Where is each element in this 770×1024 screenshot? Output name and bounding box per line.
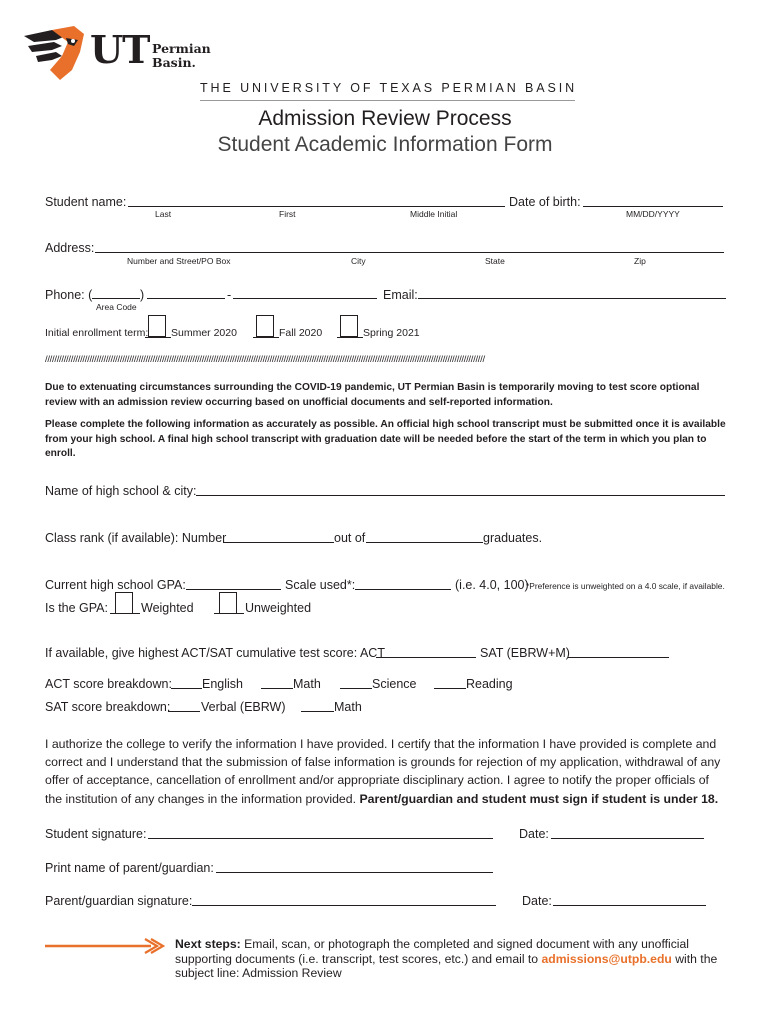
authorization-body: I authorize the college to verify the information I have provided. I certify that the information I have provided is complete and correct and I understand that the submission of false information is grounds for rejection of my application, withdrawal of any offer of acceptance, cancellation of enrollment and/or appropriate disciplinary action. I agree to notify the proper officials of the institution of any changes in the information provided. <box>45 737 721 806</box>
authorization-text <box>45 735 727 808</box>
fall-label: Fall 2020 <box>279 327 323 339</box>
gpa-input[interactable] <box>186 589 281 590</box>
sat-math-input[interactable] <box>301 711 334 712</box>
street-caption: Number and Street/PO Box <box>127 256 231 266</box>
parent-signature-input[interactable] <box>192 905 496 906</box>
scale-input[interactable] <box>355 589 451 590</box>
act-reading-input[interactable] <box>434 688 466 689</box>
state-caption: State <box>485 256 505 266</box>
spring-checkbox[interactable] <box>340 315 358 337</box>
phone-number-input[interactable] <box>233 298 377 299</box>
student-name-input[interactable] <box>128 206 505 207</box>
high-school-input[interactable] <box>196 495 725 496</box>
fall-checkbox[interactable] <box>256 315 274 337</box>
act-science-label: Science <box>372 677 417 691</box>
transcript-notice: Please complete the following information as accurately as possible. An official high school transcript must be submitted once it is available from your high school. A final high school transcript with graduation date will be needed before the start of the term in which you plan to enroll. <box>45 419 726 459</box>
phone-paren: ) <box>140 288 145 302</box>
sat-score-input[interactable] <box>568 657 669 658</box>
is-gpa-label: Is the GPA: <box>45 601 108 615</box>
weighted-checkbox[interactable] <box>115 592 133 614</box>
act-science-input[interactable] <box>340 688 372 689</box>
scale-note: *Preference is unweighted on a 4.0 scale, if available. <box>526 581 725 591</box>
logo-basin: Basin. <box>152 55 196 70</box>
sat-math-label: Math <box>334 700 362 714</box>
gpa-label: Current high school GPA: <box>45 578 186 592</box>
next-steps <box>175 937 730 981</box>
student-signature-label: Student signature: <box>45 827 147 841</box>
summer-underline <box>145 337 171 338</box>
rank-graduates: graduates. <box>483 531 543 545</box>
parent-signature-label: Parent/guardian signature: <box>45 894 193 908</box>
scale-example: (i.e. 4.0, 100) <box>455 578 529 592</box>
falcon-icon <box>22 22 90 84</box>
first-caption: First <box>279 209 296 219</box>
utpb-logo <box>22 22 212 84</box>
summer-label: Summer 2020 <box>171 327 237 339</box>
authorization-bold: Parent/guardian and student must sign if student is under 18. <box>359 791 719 806</box>
sat-breakdown-label: SAT score breakdown: <box>45 700 171 714</box>
arrow-right-icon <box>45 938 165 954</box>
next-steps-text2: with the subject line: Admission Review <box>175 951 718 981</box>
dob-caption: MM/DD/YYYY <box>626 209 680 219</box>
university-name: THE UNIVERSITY OF TEXAS PERMIAN BASIN <box>200 81 578 95</box>
phone-prefix-input[interactable] <box>147 298 225 299</box>
sat-verbal-input[interactable] <box>168 711 200 712</box>
email-input[interactable] <box>418 298 726 299</box>
zip-caption: Zip <box>634 256 646 266</box>
student-signature-input[interactable] <box>148 838 493 839</box>
header-rule <box>200 100 575 101</box>
form-title: Admission Review Process <box>258 107 512 130</box>
last-caption: Last <box>155 209 172 219</box>
act-math-label: Math <box>293 677 321 691</box>
address-input[interactable] <box>95 252 724 253</box>
sat-verbal-label: Verbal (EBRW) <box>201 700 286 714</box>
act-english-label: English <box>202 677 243 691</box>
print-name-input[interactable] <box>216 872 493 873</box>
rank-total-input[interactable] <box>366 542 483 543</box>
term-label: Initial enrollment term: <box>45 327 149 339</box>
high-school-label: Name of high school & city: <box>45 484 197 498</box>
admissions-email-link[interactable]: admissions@utpb.edu <box>541 951 672 966</box>
student-date-input[interactable] <box>551 838 704 839</box>
highest-score-label: If available, give highest ACT/SAT cumulative test score: ACT <box>45 646 385 660</box>
middle-caption: Middle Initial <box>410 209 458 219</box>
phone-dash: - <box>227 288 232 302</box>
student-name-label: Student name: <box>45 195 127 209</box>
summer-checkbox[interactable] <box>148 315 166 337</box>
unweighted-label: Unweighted <box>245 601 312 615</box>
weighted-underline <box>110 613 140 614</box>
email-label: Email: <box>383 288 418 302</box>
fall-underline <box>253 337 279 338</box>
sat-score-label: SAT (EBRW+M) <box>480 646 570 660</box>
phone-label: Phone: ( <box>45 288 93 302</box>
dob-input[interactable] <box>583 206 723 207</box>
form-subtitle: Student Academic Information Form <box>217 133 553 156</box>
act-reading-label: Reading <box>466 677 513 691</box>
rank-out-of: out of <box>334 531 366 545</box>
dob-label: Date of birth: <box>509 195 581 209</box>
unweighted-checkbox[interactable] <box>219 592 237 614</box>
area-code-caption: Area Code <box>96 302 137 312</box>
act-breakdown-label: ACT score breakdown: <box>45 677 172 691</box>
covid-notice: Due to extenuating circumstances surrounding the COVID-19 pandemic, UT Permian Basin is temporarily moving to test score optional review with an admission review occurring based on unofficial documents and self-reported information. <box>45 382 700 408</box>
act-math-input[interactable] <box>261 688 293 689</box>
logo-ut: UT <box>90 27 150 72</box>
address-label: Address: <box>45 241 95 255</box>
weighted-label: Weighted <box>141 601 194 615</box>
area-code-input[interactable] <box>92 298 140 299</box>
slash-separator: //////////////////////////////////////////////////////////////////////////////////////////////////////////////////////////////////////////////////////////////////////////////////////////// <box>45 354 485 365</box>
logo-permian: Permian <box>152 41 211 56</box>
parent-date-input[interactable] <box>553 905 706 906</box>
city-caption: City <box>351 256 366 266</box>
next-steps-label: Next steps: <box>175 937 241 951</box>
class-rank-label: Class rank (if available): Number <box>45 531 227 545</box>
rank-number-input[interactable] <box>223 542 334 543</box>
spring-label: Spring 2021 <box>363 327 420 339</box>
unweighted-underline <box>214 613 244 614</box>
scale-label: Scale used*: <box>285 578 356 592</box>
act-english-input[interactable] <box>171 688 202 689</box>
next-steps-text1: Email, scan, or photograph the completed and signed document with any unofficial supporting documents (i.e. transcript, test scores, etc.) and email to <box>175 937 689 966</box>
act-score-input[interactable] <box>376 657 476 658</box>
student-date-label: Date: <box>519 827 549 841</box>
spring-underline <box>337 337 363 338</box>
parent-date-label: Date: <box>522 894 552 908</box>
print-name-label: Print name of parent/guardian: <box>45 861 214 875</box>
